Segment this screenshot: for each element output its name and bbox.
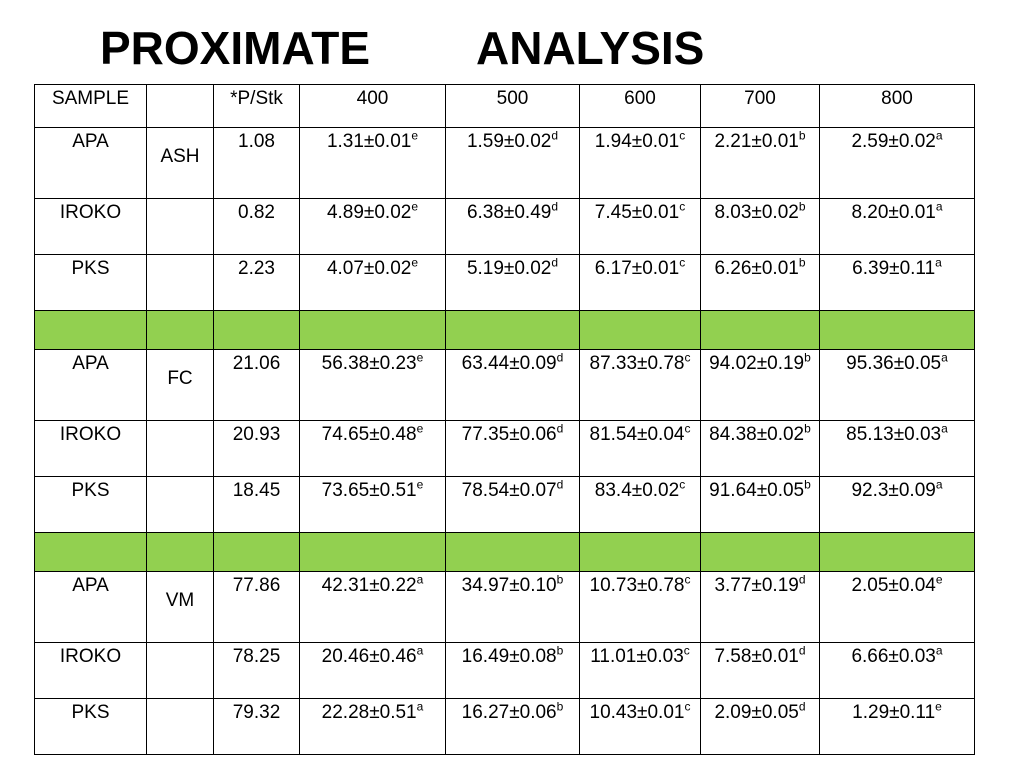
significance-letter: e <box>416 477 424 492</box>
value-cell <box>446 199 580 255</box>
pstk-cell: 78.25 <box>214 643 300 699</box>
value-text: 20.46±0.46 <box>321 646 417 667</box>
significance-letter: a <box>416 572 424 587</box>
value-cell <box>820 643 975 699</box>
table-row <box>35 421 975 477</box>
value-cell <box>701 199 820 255</box>
significance-letter: e <box>935 699 942 714</box>
value-cell <box>701 643 820 699</box>
page-title-word-1: PROXIMATE <box>100 22 371 74</box>
parameter-cell <box>147 699 214 755</box>
value-text: 1.59±0.02 <box>466 131 552 152</box>
value-cell <box>820 572 975 643</box>
header-cell: SAMPLE <box>35 85 147 128</box>
value-text: 56.38±0.23 <box>321 353 417 374</box>
value-text: 3.77±0.19 <box>714 575 799 596</box>
value-cell <box>446 699 580 755</box>
value-text: 92.3±0.09 <box>851 480 936 501</box>
value-cell <box>446 255 580 311</box>
pstk-cell: 1.08 <box>214 128 300 199</box>
separator-cell <box>701 533 820 572</box>
header-cell: 400 <box>300 85 446 128</box>
significance-letter: d <box>551 199 559 214</box>
pstk-cell: 20.93 <box>214 421 300 477</box>
separator-row <box>35 311 975 350</box>
value-cell <box>701 255 820 311</box>
significance-letter: b <box>804 421 811 436</box>
significance-letter: c <box>683 643 690 658</box>
page-title <box>0 18 1024 78</box>
value-text: 6.66±0.03 <box>851 646 936 667</box>
value-cell <box>580 350 701 421</box>
value-text: 2.21±0.01 <box>714 131 799 152</box>
significance-letter: d <box>798 699 806 714</box>
value-cell <box>300 572 446 643</box>
separator-cell <box>580 311 701 350</box>
separator-row <box>35 533 975 572</box>
value-text: 1.29±0.11 <box>852 702 936 723</box>
value-cell <box>820 255 975 311</box>
significance-letter: a <box>935 199 943 214</box>
significance-letter: a <box>416 699 424 714</box>
significance-letter: b <box>556 572 564 587</box>
significance-letter: e <box>411 255 419 270</box>
header-cell: 800 <box>820 85 975 128</box>
value-cell <box>446 643 580 699</box>
value-cell <box>580 572 701 643</box>
table-body <box>35 85 975 755</box>
value-text: 83.4±0.02 <box>594 480 680 501</box>
separator-cell <box>446 533 580 572</box>
value-text: 6.39±0.11 <box>852 258 936 279</box>
significance-letter: e <box>935 572 943 587</box>
value-cell <box>701 699 820 755</box>
value-text: 34.97±0.10 <box>461 575 557 596</box>
value-cell <box>701 477 820 533</box>
value-cell <box>300 199 446 255</box>
value-cell <box>701 128 820 199</box>
value-cell <box>446 421 580 477</box>
proximate-analysis-table <box>34 84 975 755</box>
value-cell <box>580 643 701 699</box>
sample-cell: APA <box>35 350 147 421</box>
pstk-cell: 79.32 <box>214 699 300 755</box>
value-text: 77.35±0.06 <box>461 424 557 445</box>
significance-letter: c <box>679 255 686 270</box>
table-row <box>35 477 975 533</box>
value-cell <box>580 477 701 533</box>
significance-letter: b <box>798 128 806 143</box>
parameter-cell <box>147 421 214 477</box>
sample-cell: PKS <box>35 255 147 311</box>
value-text: 4.07±0.02 <box>326 258 412 279</box>
value-cell <box>580 421 701 477</box>
significance-letter: d <box>556 477 564 492</box>
sample-cell: IROKO <box>35 421 147 477</box>
sample-cell: APA <box>35 572 147 643</box>
separator-cell <box>446 311 580 350</box>
significance-letter: d <box>798 572 806 587</box>
separator-cell <box>35 533 147 572</box>
value-text: 5.19±0.02 <box>466 258 552 279</box>
separator-cell <box>147 533 214 572</box>
header-cell: *P/Stk <box>214 85 300 128</box>
value-cell <box>580 255 701 311</box>
separator-cell <box>214 311 300 350</box>
sample-cell: IROKO <box>35 643 147 699</box>
header-cell: 700 <box>701 85 820 128</box>
significance-letter: c <box>684 572 691 587</box>
parameter-cell: VM <box>147 572 214 643</box>
value-text: 8.03±0.02 <box>714 202 799 223</box>
value-text: 42.31±0.22 <box>321 575 417 596</box>
parameter-cell <box>147 643 214 699</box>
significance-letter: c <box>679 128 686 143</box>
value-text: 11.01±0.03 <box>590 646 684 667</box>
parameter-cell <box>147 477 214 533</box>
value-cell <box>580 128 701 199</box>
value-text: 10.43±0.01 <box>589 702 685 723</box>
separator-cell <box>820 311 975 350</box>
separator-cell <box>300 311 446 350</box>
significance-letter: d <box>798 643 806 658</box>
value-text: 2.59±0.02 <box>851 131 936 152</box>
value-cell <box>300 421 446 477</box>
value-cell <box>820 477 975 533</box>
significance-letter: a <box>935 128 943 143</box>
value-cell <box>300 255 446 311</box>
separator-cell <box>147 311 214 350</box>
value-cell <box>820 699 975 755</box>
significance-letter: d <box>556 350 564 365</box>
table-row <box>35 255 975 311</box>
value-text: 10.73±0.78 <box>589 575 685 596</box>
value-cell <box>446 350 580 421</box>
separator-cell <box>701 311 820 350</box>
sample-cell: IROKO <box>35 199 147 255</box>
value-text: 95.36±0.05 <box>846 353 942 374</box>
significance-letter: b <box>798 199 806 214</box>
header-cell: 600 <box>580 85 701 128</box>
significance-letter: c <box>684 699 691 714</box>
table-row <box>35 699 975 755</box>
value-cell <box>820 350 975 421</box>
value-text: 4.89±0.02 <box>326 202 412 223</box>
pstk-cell: 0.82 <box>214 199 300 255</box>
separator-cell <box>820 533 975 572</box>
separator-cell <box>580 533 701 572</box>
value-text: 84.38±0.02 <box>709 424 805 445</box>
header-row <box>35 85 975 128</box>
pstk-cell: 18.45 <box>214 477 300 533</box>
table-row <box>35 643 975 699</box>
value-cell <box>300 477 446 533</box>
significance-letter: b <box>804 350 811 365</box>
value-text: 81.54±0.04 <box>589 424 685 445</box>
value-cell <box>300 643 446 699</box>
significance-letter: a <box>941 350 948 365</box>
significance-letter: d <box>556 421 564 436</box>
table-row <box>35 572 975 643</box>
parameter-cell: FC <box>147 350 214 421</box>
value-text: 6.26±0.01 <box>714 258 799 279</box>
significance-letter: c <box>684 350 691 365</box>
significance-letter: a <box>941 421 948 436</box>
significance-letter: b <box>556 643 564 658</box>
value-cell <box>580 699 701 755</box>
significance-letter: a <box>935 643 943 658</box>
parameter-cell <box>147 255 214 311</box>
value-cell <box>446 128 580 199</box>
table-row <box>35 128 975 199</box>
value-cell <box>446 572 580 643</box>
pstk-cell: 21.06 <box>214 350 300 421</box>
sample-cell: PKS <box>35 699 147 755</box>
value-text: 7.58±0.01 <box>714 646 799 667</box>
table-row <box>35 199 975 255</box>
significance-letter: a <box>935 477 943 492</box>
value-text: 74.65±0.48 <box>321 424 417 445</box>
value-text: 22.28±0.51 <box>321 702 417 723</box>
value-cell <box>701 421 820 477</box>
pstk-cell: 2.23 <box>214 255 300 311</box>
value-cell <box>701 350 820 421</box>
value-cell <box>820 128 975 199</box>
value-text: 87.33±0.78 <box>589 353 685 374</box>
value-cell <box>820 199 975 255</box>
significance-letter: e <box>411 199 419 214</box>
value-cell <box>300 128 446 199</box>
significance-letter: b <box>556 699 564 714</box>
significance-letter: d <box>551 128 559 143</box>
table-row <box>35 350 975 421</box>
value-cell <box>300 350 446 421</box>
value-cell <box>446 477 580 533</box>
value-text: 6.17±0.01 <box>594 258 680 279</box>
value-text: 85.13±0.03 <box>846 424 942 445</box>
value-text: 1.94±0.01 <box>594 131 680 152</box>
significance-letter: e <box>416 350 424 365</box>
value-cell <box>820 421 975 477</box>
value-text: 6.38±0.49 <box>466 202 552 223</box>
significance-letter: e <box>416 421 424 436</box>
significance-letter: d <box>551 255 559 270</box>
header-cell: 500 <box>446 85 580 128</box>
header-cell <box>147 85 214 128</box>
significance-letter: a <box>416 643 424 658</box>
significance-letter: a <box>935 255 942 270</box>
value-cell <box>580 199 701 255</box>
separator-cell <box>35 311 147 350</box>
value-text: 2.05±0.04 <box>851 575 936 596</box>
value-text: 16.27±0.06 <box>461 702 557 723</box>
significance-letter: b <box>798 255 806 270</box>
value-text: 63.44±0.09 <box>461 353 557 374</box>
value-text: 78.54±0.07 <box>461 480 557 501</box>
value-text: 94.02±0.19 <box>709 353 805 374</box>
value-text: 8.20±0.01 <box>851 202 936 223</box>
separator-cell <box>300 533 446 572</box>
sample-cell: PKS <box>35 477 147 533</box>
value-cell <box>701 572 820 643</box>
significance-letter: c <box>679 477 686 492</box>
parameter-cell <box>147 199 214 255</box>
value-text: 91.64±0.05 <box>709 480 805 501</box>
significance-letter: c <box>684 421 691 436</box>
value-text: 7.45±0.01 <box>594 202 680 223</box>
pstk-cell: 77.86 <box>214 572 300 643</box>
sample-cell: APA <box>35 128 147 199</box>
value-text: 2.09±0.05 <box>714 702 799 723</box>
significance-letter: e <box>411 128 419 143</box>
value-cell <box>300 699 446 755</box>
page-title-word-2: ANALYSIS <box>476 22 705 74</box>
significance-letter: c <box>679 199 686 214</box>
value-text: 73.65±0.51 <box>321 480 417 501</box>
value-text: 1.31±0.01 <box>326 131 412 152</box>
significance-letter: b <box>804 477 811 492</box>
separator-cell <box>214 533 300 572</box>
value-text: 16.49±0.08 <box>461 646 557 667</box>
parameter-cell: ASH <box>147 128 214 199</box>
